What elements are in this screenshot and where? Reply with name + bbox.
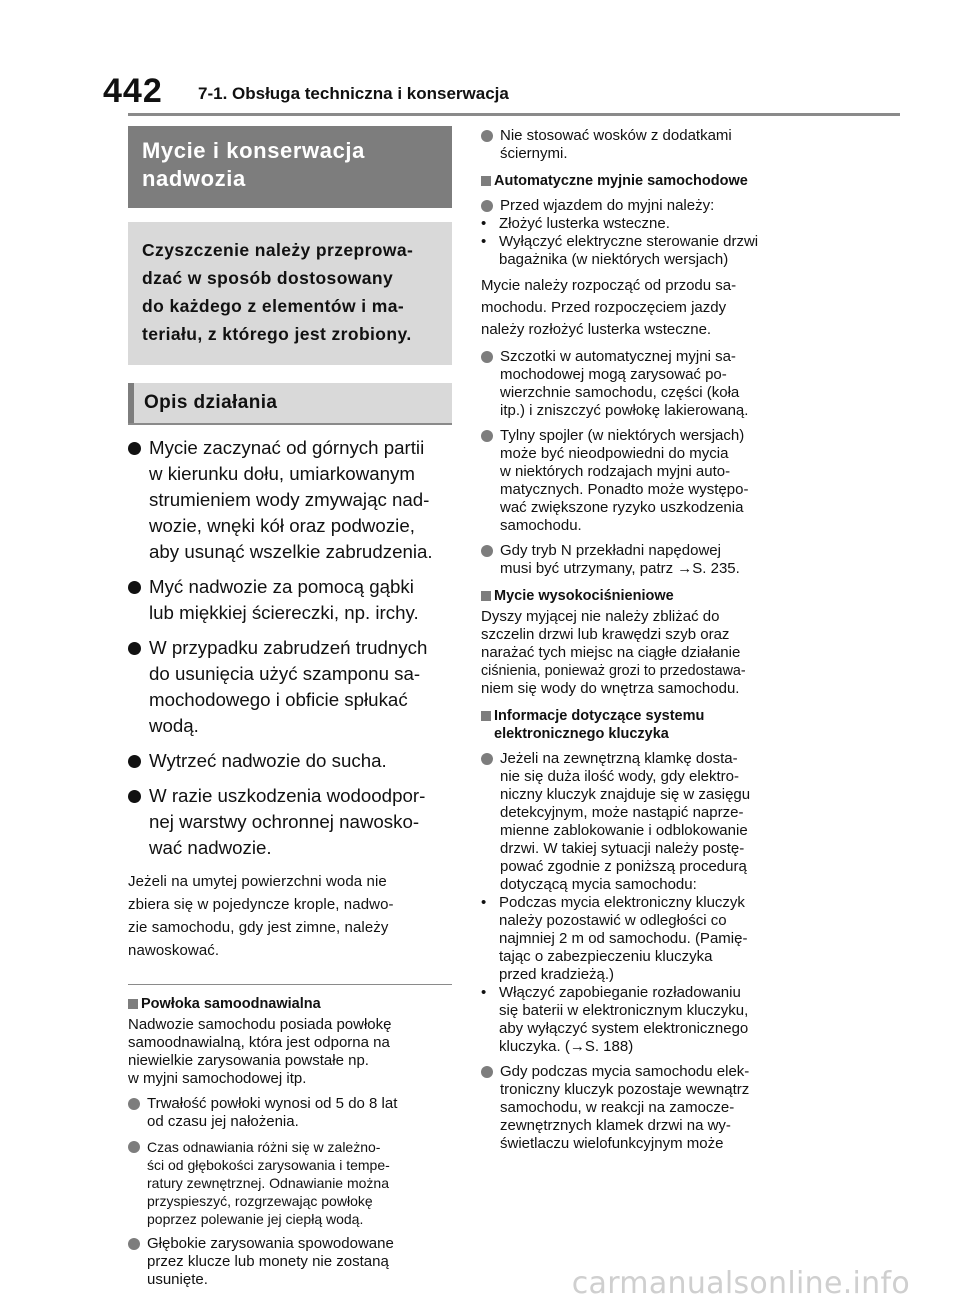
line: Wytrzeć nadwozie do sucha. bbox=[149, 750, 387, 771]
right-column bbox=[481, 127, 807, 1153]
list-item bbox=[481, 542, 807, 578]
line: usunięte. bbox=[147, 1271, 208, 1288]
heading-text: Powłoka samoodnawialna bbox=[141, 996, 321, 1012]
list-item bbox=[128, 635, 452, 739]
line: pować zgodnie z poniższą procedurą bbox=[500, 858, 747, 875]
list-item bbox=[481, 894, 807, 984]
line: Dyszy myjącej nie należy zbliżać do bbox=[481, 608, 720, 625]
heading-text: elektronicznego kluczyka bbox=[494, 726, 669, 742]
line: wodą. bbox=[149, 715, 199, 736]
bullet-icon bbox=[481, 430, 493, 442]
line: szczelin drzwi lub krawędzi szyb oraz bbox=[481, 626, 730, 643]
bullet-icon bbox=[481, 753, 493, 765]
carwash-steps bbox=[481, 215, 807, 269]
line: • Podczas mycia elektroniczny kluczyk bbox=[499, 894, 745, 911]
list-item bbox=[481, 1063, 807, 1153]
line: zbiera się w pojedyncze krople, nadwo- bbox=[128, 896, 394, 913]
line: przyspieszyć, rozgrzewając powłokę bbox=[147, 1193, 373, 1209]
section-title bbox=[128, 126, 452, 208]
section-title-line: Mycie i konserwacja bbox=[142, 138, 365, 163]
bullet-icon bbox=[128, 1098, 140, 1110]
ops-title: Opis działania bbox=[128, 383, 452, 423]
line: Szczotki w automatycznej myjni sa- bbox=[500, 348, 736, 365]
line: wać nadwozie. bbox=[149, 837, 272, 858]
line: przed kradzieżą.) bbox=[499, 966, 615, 983]
bullet-icon bbox=[128, 790, 141, 803]
line: Nadwozie samochodu posiada powłokę bbox=[128, 1016, 392, 1033]
line: mienne zablokowanie i odblokowanie bbox=[500, 822, 748, 839]
operation-list bbox=[128, 435, 452, 861]
line: • Włączyć zapobieganie rozładowaniu bbox=[499, 984, 741, 1001]
line: Myć nadwozie za pomocą gąbki bbox=[149, 576, 414, 597]
line: Tylny spojler (w niektórych wersjach) bbox=[500, 427, 745, 444]
line: Nie stosować wosków z dodatkami bbox=[500, 127, 732, 144]
list-item bbox=[128, 1138, 452, 1228]
line: wozie, wnęki kół oraz podwozie, bbox=[149, 515, 415, 536]
line: kluczyka. (→S. 188) bbox=[499, 1038, 634, 1055]
line: itp.) i zniszczyć powłokę lakierowaną. bbox=[500, 402, 749, 419]
line: drzwi. W takiej sytuacji należy postę- bbox=[500, 840, 745, 857]
bullet-icon bbox=[128, 1141, 140, 1153]
line: zewnętrznych klamek drzwi na wy- bbox=[500, 1117, 731, 1134]
carwash-heading bbox=[481, 172, 807, 190]
line: samochodu. bbox=[500, 517, 582, 534]
line: od czasu jej nałożenia. bbox=[147, 1113, 299, 1130]
line: przez klucze lub monety nie zostaną bbox=[147, 1253, 389, 1270]
line: nie się duża ilość wody, gdy elektro- bbox=[500, 768, 740, 785]
line: Jeżeli na umytej powierzchni woda nie bbox=[128, 873, 387, 890]
line: W razie uszkodzenia wodoodpor- bbox=[149, 785, 426, 806]
intro-line: dzać w sposób dostosowany bbox=[142, 268, 394, 288]
bullet-icon bbox=[128, 1238, 140, 1250]
watermark: carmanualsonline.info bbox=[571, 1266, 910, 1301]
bullet-icon bbox=[128, 581, 141, 594]
line: ściernymi. bbox=[500, 145, 568, 162]
line: ratury zewnętrznej. Odnawianie można bbox=[147, 1175, 390, 1191]
line: matycznych. Ponadto może występo- bbox=[500, 481, 749, 498]
square-bullet-icon bbox=[481, 711, 491, 721]
coating-text bbox=[128, 1016, 452, 1088]
divider bbox=[128, 984, 452, 985]
line: Mycie zaczynać od górnych partii bbox=[149, 437, 425, 458]
line: wierzchnie samochodu, części (koła bbox=[500, 384, 740, 401]
square-bullet-icon bbox=[481, 176, 491, 186]
heading-text: Mycie wysokociśnieniowe bbox=[494, 588, 674, 604]
line: poprzez polewanie jej ciepłą wodą. bbox=[147, 1211, 364, 1227]
list-item bbox=[128, 783, 452, 861]
bullet-icon bbox=[128, 642, 141, 655]
line: Głębokie zarysowania spowodowane bbox=[147, 1235, 394, 1252]
list-item bbox=[481, 427, 807, 535]
header-rule bbox=[128, 113, 900, 116]
line: dotyczącą mycia samochodu: bbox=[500, 876, 697, 893]
intro-line: Czyszczenie należy przeprowa- bbox=[142, 240, 414, 260]
line: tając o zabezpieczeniu kluczyka bbox=[499, 948, 713, 965]
line: mochodu. Przed rozpoczęciem jazdy bbox=[481, 299, 727, 316]
heading-text: Automatyczne myjnie samochodowe bbox=[494, 173, 748, 189]
line: samoodnawialną, która jest odporna na bbox=[128, 1034, 390, 1051]
bullet-icon bbox=[481, 130, 493, 142]
line: może być nieodpowiedni do mycia bbox=[500, 445, 729, 462]
line: w niektórych rodzajach myjni auto- bbox=[500, 463, 731, 480]
line: troniczny kluczyk pozostaje wewnątrz bbox=[500, 1081, 750, 1098]
line: należy rozłożyć lusterka wsteczne. bbox=[481, 321, 712, 338]
left-column bbox=[128, 126, 452, 1289]
bullet-icon bbox=[481, 545, 493, 557]
intro-box bbox=[128, 222, 452, 365]
line: • Złożyć lusterka wsteczne. bbox=[499, 215, 670, 232]
highpressure-text bbox=[481, 608, 807, 698]
line: strumieniem wody zmywając nad- bbox=[149, 489, 430, 510]
line: mochodowej mogą zarysować po- bbox=[500, 366, 727, 383]
line: Jeżeli na zewnętrzną klamkę dosta- bbox=[500, 750, 738, 767]
bullet-icon bbox=[481, 1066, 493, 1078]
line: Trwałość powłoki wynosi od 5 do 8 lat bbox=[147, 1095, 398, 1112]
bullet-icon bbox=[481, 200, 493, 212]
list-item bbox=[128, 435, 452, 565]
bullet-icon bbox=[481, 351, 493, 363]
highpressure-heading bbox=[481, 587, 807, 605]
list-item bbox=[128, 1235, 452, 1289]
section-title-line: nadwozia bbox=[142, 166, 246, 191]
list-item bbox=[481, 197, 807, 215]
line: musi być utrzymany, patrz →S. 235. bbox=[500, 560, 740, 577]
line: nawoskować. bbox=[128, 942, 220, 959]
line: zie samochodu, gdy jest zimne, należy bbox=[128, 919, 389, 936]
line: niem się wody do wnętrza samochodu. bbox=[481, 680, 740, 697]
line: ści od głębokości zarysowania i tempe- bbox=[147, 1157, 390, 1173]
line: samochodu, w reakcji na zamocze- bbox=[500, 1099, 735, 1116]
line: aby wyłączyć system elektronicznego bbox=[499, 1020, 749, 1037]
line: Przed wjazdem do myjni należy: bbox=[500, 197, 715, 214]
intro-line: do każdego z elementów i ma- bbox=[142, 296, 405, 316]
smartkey-steps bbox=[481, 894, 807, 1056]
line: do usunięcia użyć szamponu sa- bbox=[149, 663, 421, 684]
line: nej warstwy ochronnej nawosko- bbox=[149, 811, 420, 832]
line: aby usunąć wszelkie zabrudzenia. bbox=[149, 541, 433, 562]
smartkey-heading bbox=[481, 707, 807, 743]
list-item bbox=[481, 215, 807, 233]
carwash-text bbox=[481, 275, 807, 341]
line: najmniej 2 m od samochodu. (Pamię- bbox=[499, 930, 748, 947]
line: detekcyjnym, może nastąpić naprze- bbox=[500, 804, 744, 821]
wax-note bbox=[128, 870, 452, 962]
heading-text: Informacje dotyczące systemu bbox=[494, 708, 705, 724]
line: niczny kluczyk znajduje się w zasięgu bbox=[500, 786, 751, 803]
line: wać zwiększone ryzyko uszkodzenia bbox=[500, 499, 744, 516]
line: niewielkie zarysowania powstałe np. bbox=[128, 1052, 369, 1069]
intro-line: teriału, z którego jest zrobiony. bbox=[142, 324, 412, 344]
line: w kierunku dołu, umiarkowanym bbox=[149, 463, 415, 484]
list-item bbox=[481, 984, 807, 1056]
line: mochodowego i obficie spłukać bbox=[149, 689, 408, 710]
line: się baterii w elektronicznym kluczyku, bbox=[499, 1002, 749, 1019]
line: W przypadku zabrudzeń trudnych bbox=[149, 637, 428, 658]
coating-heading bbox=[128, 995, 452, 1013]
bullet-icon bbox=[128, 755, 141, 768]
bullet-icon bbox=[128, 442, 141, 455]
line: należy pozostawić w odległości co bbox=[499, 912, 727, 929]
line: Mycie należy rozpocząć od przodu sa- bbox=[481, 277, 737, 294]
chapter-title: 7-1. Obsługa techniczna i konserwacja bbox=[198, 84, 509, 103]
square-bullet-icon bbox=[128, 999, 138, 1009]
list-item bbox=[128, 748, 452, 774]
page-number: 442 bbox=[103, 72, 163, 110]
line: bagażnika (w niektórych wersjach) bbox=[499, 251, 729, 268]
list-item bbox=[481, 750, 807, 894]
list-item bbox=[128, 574, 452, 626]
line: ciśnienia, ponieważ grozi to przedostawa- bbox=[481, 663, 746, 679]
line: • Wyłączyć elektryczne sterowanie drzwi bbox=[499, 233, 759, 250]
line: Czas odnawiania różni się w zależno- bbox=[147, 1139, 381, 1155]
line: w myjni samochodowej itp. bbox=[128, 1070, 307, 1087]
list-item bbox=[481, 127, 807, 163]
line: lub miękkiej ściereczki, np. irchy. bbox=[149, 602, 419, 623]
list-item bbox=[481, 348, 807, 420]
ops-title-rule bbox=[128, 423, 452, 425]
list-item bbox=[128, 1095, 452, 1131]
line: świetlaczu wielofunkcyjnym może bbox=[500, 1135, 724, 1152]
list-item bbox=[481, 233, 807, 269]
line: narażać tych miejsc na ciągłe działanie bbox=[481, 644, 741, 661]
square-bullet-icon bbox=[481, 591, 491, 601]
line: Gdy tryb N przekładni napędowej bbox=[500, 542, 721, 559]
line: Gdy podczas mycia samochodu elek- bbox=[500, 1063, 750, 1080]
